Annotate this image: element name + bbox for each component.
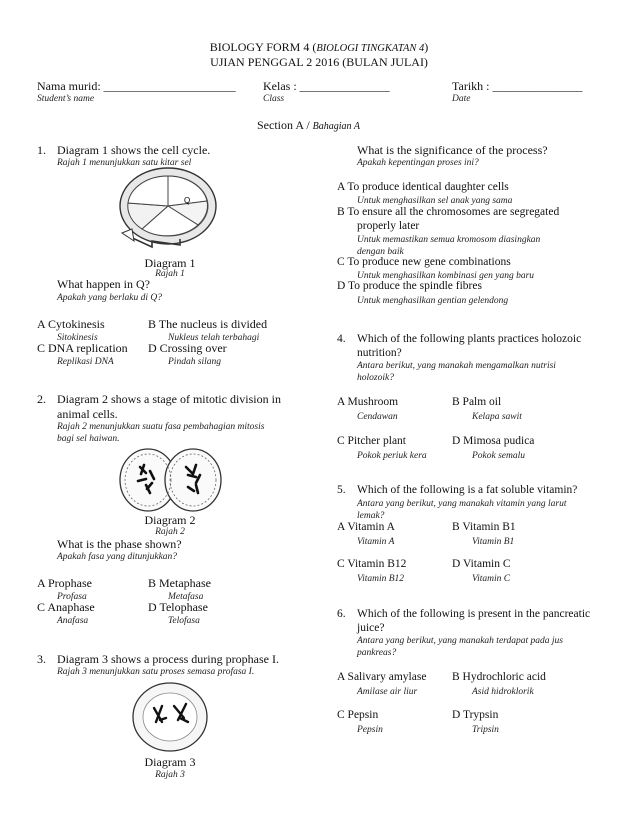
q4-option-d-ms: Pokok semalu <box>472 451 526 461</box>
q2-text-2: animal cells. <box>57 407 118 421</box>
q6-option-a[interactable]: A Salivary amylase <box>337 671 427 683</box>
q6-option-c[interactable]: C Pepsin <box>337 709 379 721</box>
q2-text-ms-1: Rajah 2 menunjukkan suatu fasa pembahagian mitosis <box>57 422 265 432</box>
diagram1-q-label: Q <box>184 196 191 205</box>
date-sub: Date <box>452 94 471 104</box>
q2-option-d[interactable]: D Telophase <box>148 600 208 614</box>
q3-option-a[interactable]: A To produce identical daughter cells <box>337 181 509 193</box>
q3-option-a-ms: Untuk menghasilkan sel anak yang sama <box>357 196 513 206</box>
q6-text-1: Which of the following is present in the pancreatic <box>357 608 591 620</box>
q1-option-a-ms: Sitokinesis <box>57 333 98 343</box>
q1-question: What happen in Q? <box>57 277 150 291</box>
q4-option-c-ms: Pokok periuk kera <box>357 451 427 461</box>
q2-option-b[interactable]: B Metaphase <box>148 576 211 590</box>
q6-option-b[interactable]: B Hydrochloric acid <box>452 671 546 683</box>
q6-option-a-ms: Amilase air liur <box>357 687 418 697</box>
q5-option-d-ms: Vitamin C <box>472 574 511 584</box>
q5-text-ms-2: lemak? <box>357 511 385 521</box>
q2-question-ms: Apakah fasa yang ditunjukkan? <box>57 552 178 562</box>
prophase-diagram <box>130 680 210 755</box>
q2-question: What is the phase shown? <box>57 537 182 551</box>
q2-option-a[interactable]: A Prophase <box>37 576 92 590</box>
q2-number: 2. <box>37 392 46 406</box>
q3-text: Diagram 3 shows a process during prophase I. <box>57 652 279 666</box>
q2-text-1: Diagram 2 shows a stage of mitotic division in <box>57 392 281 406</box>
q2-option-a-ms: Profasa <box>57 592 87 602</box>
q6-option-d-ms: Tripsin <box>472 725 499 735</box>
q6-text-2: juice? <box>357 622 385 634</box>
q4-text-1: Which of the following plants practices holozoic <box>357 333 582 345</box>
section-title: Section A / Bahagian A <box>257 118 360 132</box>
q3-question: What is the significance of the process? <box>357 143 548 157</box>
q2-option-c-ms: Anafasa <box>57 616 89 626</box>
q4-option-a[interactable]: A Mushroom <box>337 396 399 408</box>
q3-option-c-ms: Untuk menghasilkan kombinasi gen yang baru <box>357 271 535 281</box>
q6-text-ms-2: pankreas? <box>357 648 397 658</box>
q4-number: 4. <box>337 333 346 345</box>
q6-number: 6. <box>337 608 346 620</box>
q1-option-d[interactable]: D Crossing over <box>148 341 227 355</box>
q5-text-ms-1: Antara yang berikut, yang manakah vitamin yang larut <box>357 499 567 509</box>
exam-title: BIOLOGY FORM 4 (BIOLOGI TINGKATAN 4) <box>209 40 429 54</box>
q4-text-ms-2: holozoik? <box>357 373 394 383</box>
diagram2-caption: Diagram 2 <box>144 513 196 527</box>
q1-option-b[interactable]: B The nucleus is divided <box>148 317 268 331</box>
q4-option-a-ms: Cendawan <box>357 412 398 422</box>
q6-text-ms-1: Antara yang berikut, yang manakah terdapat pada jus <box>357 636 563 646</box>
q3-option-d[interactable]: D To produce the spindle fibres <box>337 280 482 292</box>
mitosis-diagram <box>118 445 223 515</box>
diagram1-caption: Diagram 1 <box>144 256 196 270</box>
q3-option-d-ms: Untuk menghasilkan gentian gelendong <box>357 296 509 306</box>
q3-option-b-line2: properly later <box>357 220 420 232</box>
student-name-sub: Student’s name <box>37 94 95 104</box>
exam-subtitle: UJIAN PENGGAL 2 2016 (BULAN JULAI) <box>210 55 428 69</box>
q1-text: Diagram 1 shows the cell cycle. <box>57 143 211 157</box>
q3-number: 3. <box>37 652 46 666</box>
q5-option-c[interactable]: C Vitamin B12 <box>337 558 407 570</box>
student-name-field[interactable]: Nama murid: ______________________ <box>37 79 236 93</box>
q4-option-b-ms: Kelapa sawit <box>472 412 522 422</box>
q5-option-d[interactable]: D Vitamin C <box>452 558 511 570</box>
q4-text-ms-1: Antara berikut, yang manakah mengamalkan nutrisi <box>357 361 556 371</box>
diagram2-caption-ms: Rajah 2 <box>155 527 185 537</box>
q5-option-b-ms: Vitamin B1 <box>472 537 515 547</box>
q4-text-2: nutrition? <box>357 347 402 359</box>
q1-question-ms: Apakah yang berlaku di Q? <box>57 293 163 303</box>
q1-option-c-ms: Replikasi DNA <box>57 357 114 367</box>
q5-number: 5. <box>337 484 346 496</box>
q5-option-a-ms: Vitamin A <box>357 537 395 547</box>
q5-option-b[interactable]: B Vitamin B1 <box>452 521 516 533</box>
q1-text-ms: Rajah 1 menunjukkan satu kitar sel <box>57 158 192 168</box>
q6-option-c-ms: Pepsin <box>357 725 383 735</box>
q5-text: Which of the following is a fat soluble vitamin? <box>357 484 578 496</box>
q2-option-b-ms: Metafasa <box>168 592 204 602</box>
q1-number: 1. <box>37 143 46 157</box>
q1-option-a[interactable]: A Cytokinesis <box>37 317 105 331</box>
q4-option-b[interactable]: B Palm oil <box>452 396 502 408</box>
q6-option-b-ms: Asid hidroklorik <box>472 687 534 697</box>
q3-question-ms: Apakah kepentingan proses ini? <box>357 158 479 168</box>
q3-option-b-ms-2: dengan baik <box>357 247 404 257</box>
diagram3-caption: Diagram 3 <box>144 755 196 769</box>
diagram1-caption-ms: Rajah 1 <box>155 269 185 279</box>
class-sub: Class <box>263 94 285 104</box>
q3-text-ms: Rajah 3 menunjukkan satu proses semasa profasa I. <box>57 667 255 677</box>
date-field[interactable]: Tarikh : _______________ <box>452 79 583 93</box>
q3-option-b[interactable]: B To ensure all the chromosomes are segregated <box>337 206 560 218</box>
q5-option-c-ms: Vitamin B12 <box>357 574 405 584</box>
q1-option-b-ms: Nukleus telah terbahagi <box>168 333 260 343</box>
q2-text-ms-2: bagi sel haiwan. <box>57 434 120 444</box>
q3-option-c[interactable]: C To produce new gene combinations <box>337 256 511 268</box>
q6-option-d[interactable]: D Trypsin <box>452 709 499 721</box>
q2-option-c[interactable]: C Anaphase <box>37 600 95 614</box>
q2-option-d-ms: Telofasa <box>168 616 200 626</box>
q4-option-d[interactable]: D Mimosa pudica <box>452 435 535 447</box>
q4-option-c[interactable]: C Pitcher plant <box>337 435 406 447</box>
q5-option-a[interactable]: A Vitamin A <box>337 521 395 533</box>
q1-option-d-ms: Pindah silang <box>168 357 222 367</box>
q1-option-c[interactable]: C DNA replication <box>37 341 128 355</box>
cell-cycle-diagram <box>112 163 222 258</box>
class-field[interactable]: Kelas : _______________ <box>263 79 390 93</box>
diagram3-caption-ms: Rajah 3 <box>155 770 185 780</box>
q3-option-b-ms-1: Untuk memastikan semua kromosom diasingkan <box>357 235 541 245</box>
